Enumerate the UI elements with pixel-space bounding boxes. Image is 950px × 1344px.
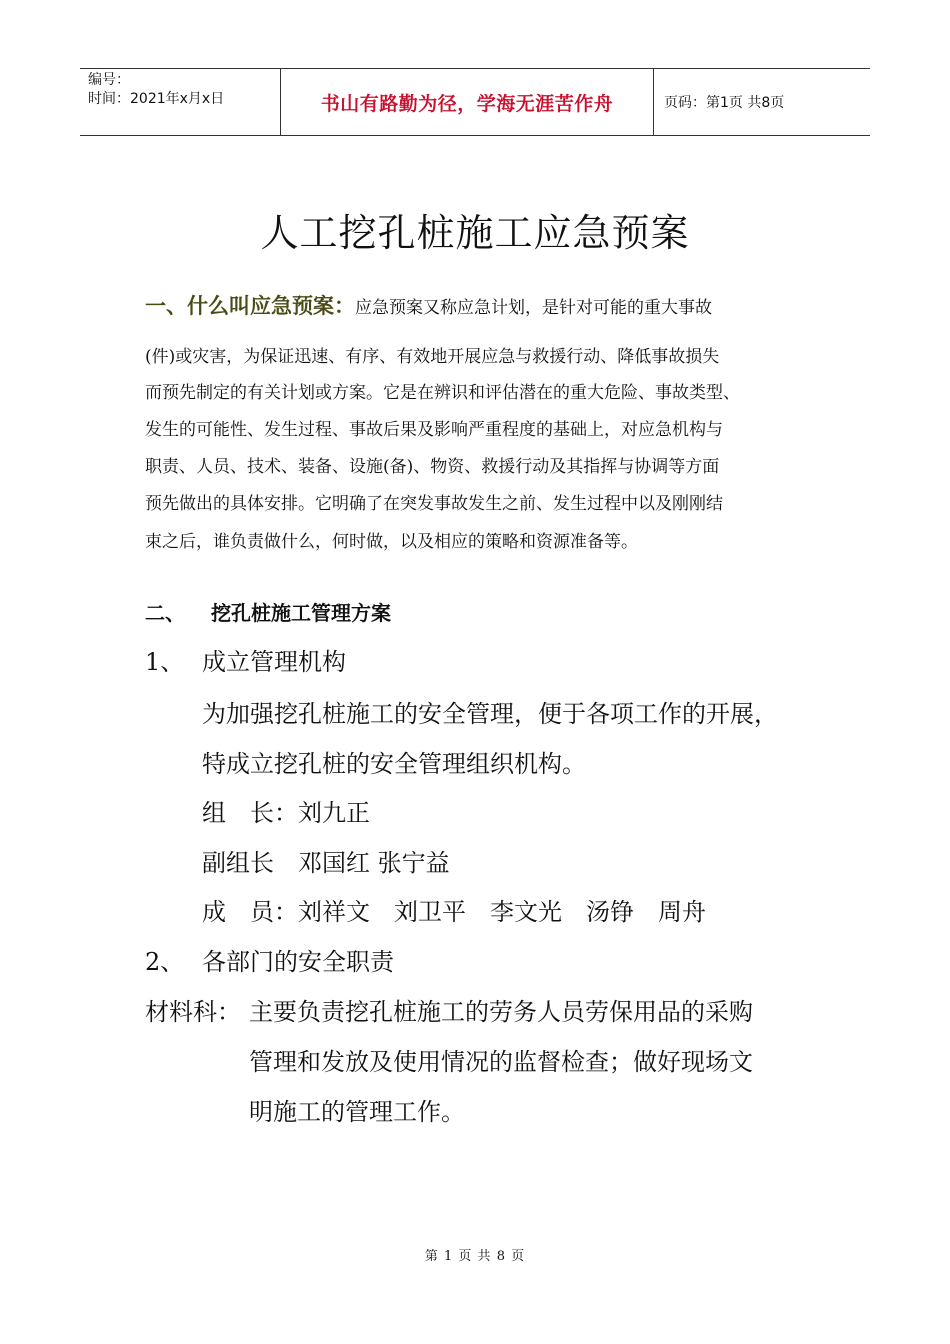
section2-title: 挖孔桩施工管理方案	[211, 601, 391, 625]
item1-text: 为加强挖孔桩施工的安全管理，便于各项工作的开展，	[202, 700, 778, 728]
item2-title: 各部门的安全职责	[202, 948, 394, 976]
section1-lead: 应急预案又称应急计划，是针对可能的重大事故	[355, 298, 712, 318]
document-number: 编号：	[88, 72, 130, 88]
material-text: 主要负责挖孔桩施工的劳务人员劳保用品的采购	[249, 998, 753, 1026]
material-text: 明施工的管理工作。	[249, 1098, 465, 1126]
leader-line: 组 长：刘九正	[202, 799, 370, 827]
item1-title: 成立管理机构	[202, 648, 346, 676]
header-page-cell	[654, 69, 870, 135]
section1-line: 职责、人员、技术、装备、设施(备)、物资、救援行动及其指挥与协调等方面	[145, 457, 720, 477]
section2-number: 二、	[145, 601, 185, 625]
section1-first-line	[145, 294, 712, 320]
header-motto-cell	[281, 69, 654, 135]
section1-line: 发生的可能性、发生过程、事故后果及影响严重程度的基础上，对应急机构与	[145, 420, 723, 440]
document-date: 时间：2021年x月x日	[88, 91, 225, 107]
document-title: 人工挖孔桩施工应急预案	[260, 211, 690, 255]
page-header	[80, 68, 870, 136]
members-line: 成 员：刘祥文 刘卫平 李文光 汤铮 周舟	[202, 898, 706, 926]
section1-line: 束之后，谁负责做什么，何时做，以及相应的策略和资源准备等。	[145, 532, 638, 552]
section1-line: 预先做出的具体安排。它明确了在突发事故发生之前、发生过程中以及刚刚结	[145, 494, 723, 514]
item1-text: 特成立挖孔桩的安全管理组织机构。	[202, 750, 586, 778]
motto-text: 书山有路勤为径，学海无涯苦作舟	[320, 92, 614, 115]
section1-heading: 一、什么叫应急预案：	[145, 294, 355, 318]
material-label: 材料科：	[145, 998, 241, 1026]
section1-line: 而预先制定的有关计划或方案。它是在辨识和评估潜在的重大危险、事故类型、	[145, 383, 740, 403]
item1-number: 1、	[145, 648, 185, 676]
deputy-line: 副组长 邓国红 张宁益	[202, 849, 450, 877]
section2-heading	[145, 599, 391, 627]
material-text: 管理和发放及使用情况的监督检查；做好现场文	[249, 1048, 753, 1076]
header-page-info: 页码：第1页 共8页	[664, 95, 785, 111]
header-info-cell	[80, 69, 281, 135]
section1-line: (件)或灾害，为保证迅速、有序、有效地开展应急与救援行动、降低事故损失	[145, 347, 720, 367]
page-footer: 第 1 页 共 8 页	[424, 1249, 526, 1264]
item2-number: 2、	[145, 948, 185, 976]
